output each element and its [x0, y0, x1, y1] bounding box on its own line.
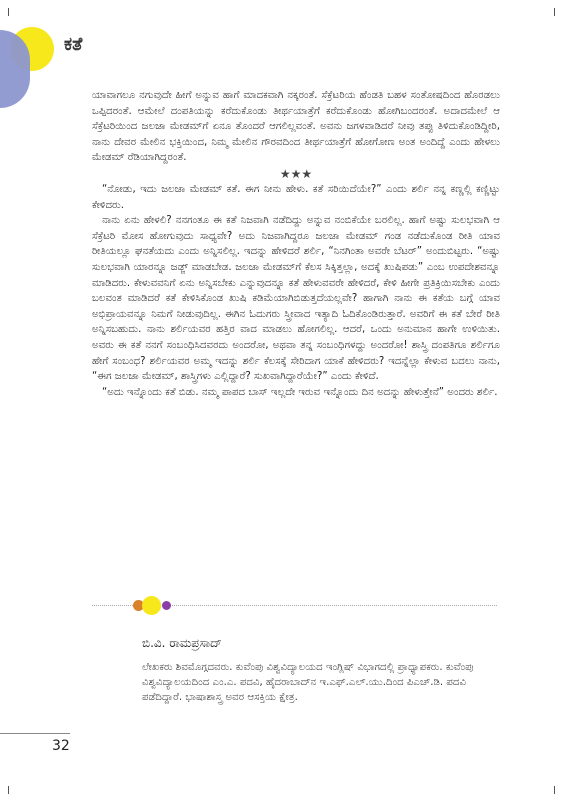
section-title: ಕತೆ	[64, 34, 83, 55]
author-bio: ಲೇಖಕರು ಶಿವಮೊಗ್ಗದವರು. ಕುವೆಂಪು ವಿಶ್ವವಿದ್ಯಾಲಯದ ಇಂಗ್ಲಿಷ್ ವಿಭಾಗದಲ್ಲಿ ಪ್ರಾಧ್ಯಾಪಕರು. ಕುವೆಂಪು ವಿಶ್ವವಿದ್ಯಾಲಯದಿಂದ ಎಂ.ಎ. ಪದವಿ, ಹೈದರಾಬಾದ್‌ನ ಇ.ಎಫ್.ಎಲ್.ಯು.ದಿಂದ ಪಿಎಚ್.ಡಿ. ಪದವಿ ಪಡೆದಿದ್ದಾರೆ. ಭಾಷಾಶಾಸ್ತ್ರ ಅವರ ಆಸಕ್ತಿಯ ಕ್ಷೇತ್ರ.	[142, 662, 474, 704]
story-paragraph: “ಅದು ಇನ್ನೊಂದು ಕತೆ ಬಿಡು. ನಮ್ಮ ಪಾಪದ ಬಾಸ್ ಇಲ್ಲದೇ ಇರುವ ಇನ್ನೊಂದು ದಿನ ಅದನ್ನು ಹೇಳುತ್ತೇನೆ” ಅಂದರು ಶರ್ಲಿ.	[102, 386, 498, 398]
page-number: 32	[52, 738, 70, 754]
section-break-stars: ★★★	[279, 166, 313, 181]
page-number-rule	[0, 733, 70, 734]
crop-mark	[8, 8, 9, 16]
decorative-purple-dot	[162, 601, 171, 610]
story-body	[92, 88, 500, 400]
story-paragraph: “ನೋಡು, ಇದು ಜಲಜಾ ಮೇಡಮ್ ಕತೆ. ಈಗ ನೀನು ಹೇಳು. ಕತೆ ಸರಿಯಿದೆಯೇ?” ಎಂದು ಶರ್ಲಿ ನನ್ನ ಕಣ್ಣಲ್ಲಿ ಕಣ್ಣಿಟ್ಟು ಕೇಳಿದರು.	[92, 183, 500, 211]
crop-mark	[8, 786, 9, 794]
story-paragraph: ಯಾವಾಗಲೂ ನಗುವುದೇ ಹೀಗೆ ಅನ್ನುವ ಹಾಗೆ ಮಾದಕವಾಗಿ ನಕ್ಕರಂತೆ. ಸೆಕ್ರೆಟರಿಯ ಹೆಂಡತಿ ಬಹಳ ಸಂತೋಷದಿಂದ ಹೊರಡಲು ಒಪ್ಪಿದರಂತೆ. ಆಮೇಲೆ ದಂಪತಿಯನ್ನು ಕರೆದುಕೊಂಡು ತೀರ್ಥಯಾತ್ರೆಗೆ ಕರೆದುಕೊಂಡು ಹೋಗಿಬಂದರಂತೆ. ಅದಾದಮೇಲೆ ಆ ಸೆಕ್ರೆಟರಿಯಿಂದ ಜಲಜಾ ಮೇಡಮ್‌ಗೆ ಏನೂ ತೊಂದರೆ ಆಗಲಿಲ್ಲವಂತೆ. ಅವನು ಜಗಳವಾಡಿದರೆ ನೀವು ತಪ್ಪು ತಿಳಿದುಕೊಂಡಿದ್ದೀರಿ, ನಾನು ದೇವರ ಮೇಲಿನ ಭಕ್ತಿಯಿಂದ, ನಿಮ್ಮ ಮೇಲಿನ ಗೌರವದಿಂದ ತೀರ್ಥಯಾತ್ರೆಗೆ ಹೋಗೋಣ ಅಂತ ಅಂದಿದ್ದೆ ಎಂದು ಹೇಳಲು ಮೇಡಮ್ ರೆಡಿಯಾಗಿದ್ದರಂತೆ.	[92, 90, 500, 164]
author-name: ಬಿ.ವಿ. ರಾಮಪ್ರಸಾದ್	[142, 636, 222, 650]
crop-mark	[554, 786, 555, 794]
story-paragraph: ನಾನು ಏನು ಹೇಳಲಿ? ನನಗಂತೂ ಈ ಕತೆ ನಿಜವಾಗಿ ನಡೆದಿದ್ದು ಅನ್ನುವ ನಂಬಿಕೆಯೇ ಬರಲಿಲ್ಲ. ಹಾಗೆ ಅಷ್ಟು ಸುಲಭವಾಗಿ ಆ ಸೆಕ್ರೆಟರಿ ಮೋಸ ಹೋಗುವುದು ಸಾಧ್ಯವೇ? ಅದು ನಿಜವಾಗಿದ್ದರೂ ಜಲಜಾ ಮೇಡಮ್ ಗಂಡ ನಡೆದುಕೊಂಡ ರೀತಿ ಯಾವ ರೀತಿಯಲ್ಲೂ ಘನತೆಯದು ಎಂದು ಅನ್ನಿಸಲಿಲ್ಲ. ಇದನ್ನು ಹೇಳಿದರೆ ಶರ್ಲಿ, “ನಿನಗಿಂತಾ ಅವರೇ ಬೆಟರ್” ಅಂದುಬಿಟ್ಟರು. “ಅಷ್ಟು ಸುಲಭವಾಗಿ ಯಾರನ್ನೂ ಜಡ್ಜ್ ಮಾಡಬೇಡ. ಜಲಜಾ ಮೇಡಮ್‌ಗೆ ಕೆಲಸ ಸಿಕ್ಕಿತ್ತಲ್ಲಾ, ಅದಕ್ಕೆ ಖುಷಿಪಡು” ಎಂಬ ಉಪದೇಶವನ್ನೂ ಮಾಡಿದರು. ಕೇಳುವವನಿಗೆ ಏನು ಅನ್ನಿಸಬೇಕು ಎನ್ನುವುದನ್ನೂ ಕತೆ ಹೇಳುವವರೇ ಹೇಳಿದರೆ, ಕೇಳಿ ಹೀಗೇ ಪ್ರತಿಕ್ರಿಯಿಸಬೇಕು ಎಂದು ಬಲವಂತ ಮಾಡಿದರೆ ಕತೆ ಕೇಳಿಸಿಕೊಂಡ ಖುಷಿ ಕಡಿಮೆಯಾಗಿಬಿಡುತ್ತದೆಯಲ್ಲವೇ? ಹಾಗಾಗಿ ನಾನು ಈ ಕತೆಯ ಬಗ್ಗೆ ಯಾವ ಅಭಿಪ್ರಾಯವನ್ನೂ ನಿಮಗೆ ನೀಡುವುದಿಲ್ಲ. ಈಗಿನ ಓದುಗರು ಸ್ತ್ರೀವಾದ ಇತ್ಯಾದಿ ಓದಿಕೊಂಡಿರುತ್ತಾರೆ. ಅವರಿಗೆ ಈ ಕತೆ ಬೇರೆ ರೀತಿ ಅನ್ನಿಸಬಹುದು. ನಾನು ಶರ್ಲಿಯವರ ಹತ್ತಿರ ವಾದ ಮಾಡಲು ಹೋಗಲಿಲ್ಲ. ಆದರೆ, ಒಂದು ಅನುಮಾನ ಹಾಗೇ ಉಳಿಯಿತು. ಅವರು ಈ ಕತೆ ನನಗೆ ಸಂಬಂಧಿಸಿದವರದು ಅಂದರೋ, ಅಥವಾ ತನ್ನ ಸಂಬಂಧಿಗಳದ್ದು ಅಂದರೋ! ಶಾಸ್ತ್ರಿ ದಂಪತಿಗೂ ಶರ್ಲಿಗೂ ಹೇಗೆ ಸಂಬಂಧ? ಶರ್ಲಿಯವರ ಅಮ್ಮ ಇದನ್ನು ಶರ್ಲಿ ಕೆಲಸಕ್ಕೆ ಸೇರಿದಾಗ ಯಾಕೆ ಹೇಳಿದರು? ಇದನ್ನೆಲ್ಲಾ ಕೇಳುವ ಬದಲು ನಾನು, “ಈಗ ಜಲಜಾ ಮೇಡಮ್, ಶಾಸ್ತ್ರಿಗಳು ಎಲ್ಲಿದ್ದಾರೆ? ಸುಖವಾಗಿದ್ದಾರೆಯೇ?” ಎಂದು ಕೇಳಿದೆ.	[92, 215, 500, 383]
crop-mark	[554, 8, 555, 16]
decorative-yellow-dot	[142, 596, 161, 615]
